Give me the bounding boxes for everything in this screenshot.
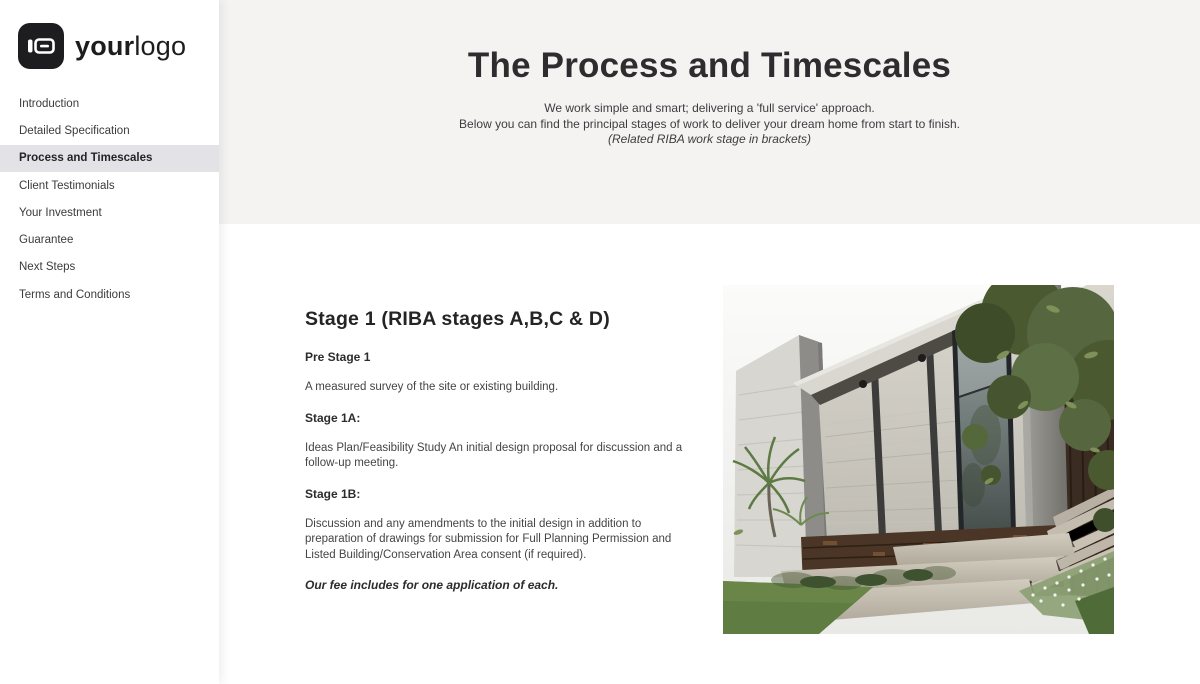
subtitle-line-1: We work simple and smart; delivering a 'full service' approach. [544, 101, 875, 115]
sidebar-item-next-steps[interactable]: Next Steps [19, 261, 76, 274]
sidebar-item-detailed-specification[interactable]: Detailed Specification [19, 124, 130, 137]
sidebar-item-process-and-timescales[interactable]: Process and Timescales [0, 145, 219, 172]
sidebar-item-your-investment[interactable]: Your Investment [19, 206, 102, 219]
fee-note: Our fee includes for one application of each. [305, 578, 559, 592]
logo-text [75, 31, 186, 62]
stage-body-pre-stage-1: A measured survey of the site or existing building. [305, 381, 559, 393]
sidebar-item-introduction[interactable]: Introduction [19, 97, 80, 110]
sidebar-item-guarantee[interactable]: Guarantee [19, 234, 74, 247]
stage-body-1b: Discussion and any amendments to the initial design in addition to preparation of drawings for submission for Full Planning Permission and Listed Building/Conservation Area consent (if required). [305, 517, 672, 561]
stage-heading: Stage 1 (RIBA stages A,B,C & D) [305, 308, 610, 330]
sidebar [0, 0, 219, 684]
sidebar-nav [0, 90, 219, 308]
stage-content [305, 306, 697, 593]
header-band [219, 0, 1200, 224]
house-photo [723, 285, 1114, 634]
page-subtitle [219, 101, 1200, 148]
stage-subheading-1b: Stage 1B: [305, 486, 361, 501]
sidebar-item-client-testimonials[interactable]: Client Testimonials [19, 179, 115, 192]
stage-subheading-1a: Stage 1A: [305, 410, 361, 425]
subtitle-line-2: Below you can find the principal stages of work to deliver your dream home from start to finish. [459, 116, 960, 131]
subtitle-line-3: (Related RIBA work stage in brackets) [608, 132, 811, 146]
stage-body-1a: Ideas Plan/Feasibility Study An initial design proposal for discussion and a follow-up meeting. [305, 441, 683, 469]
logo-text-light: logo [134, 30, 187, 61]
logo-text-bold: your [75, 30, 135, 61]
page-title: The Process and Timescales [467, 46, 952, 85]
stage-subheading-pre-stage-1: Pre Stage 1 [305, 350, 371, 364]
sidebar-item-terms-and-conditions[interactable]: Terms and Conditions [19, 288, 131, 301]
logo-badge-icon [18, 23, 64, 69]
logo [18, 23, 186, 69]
